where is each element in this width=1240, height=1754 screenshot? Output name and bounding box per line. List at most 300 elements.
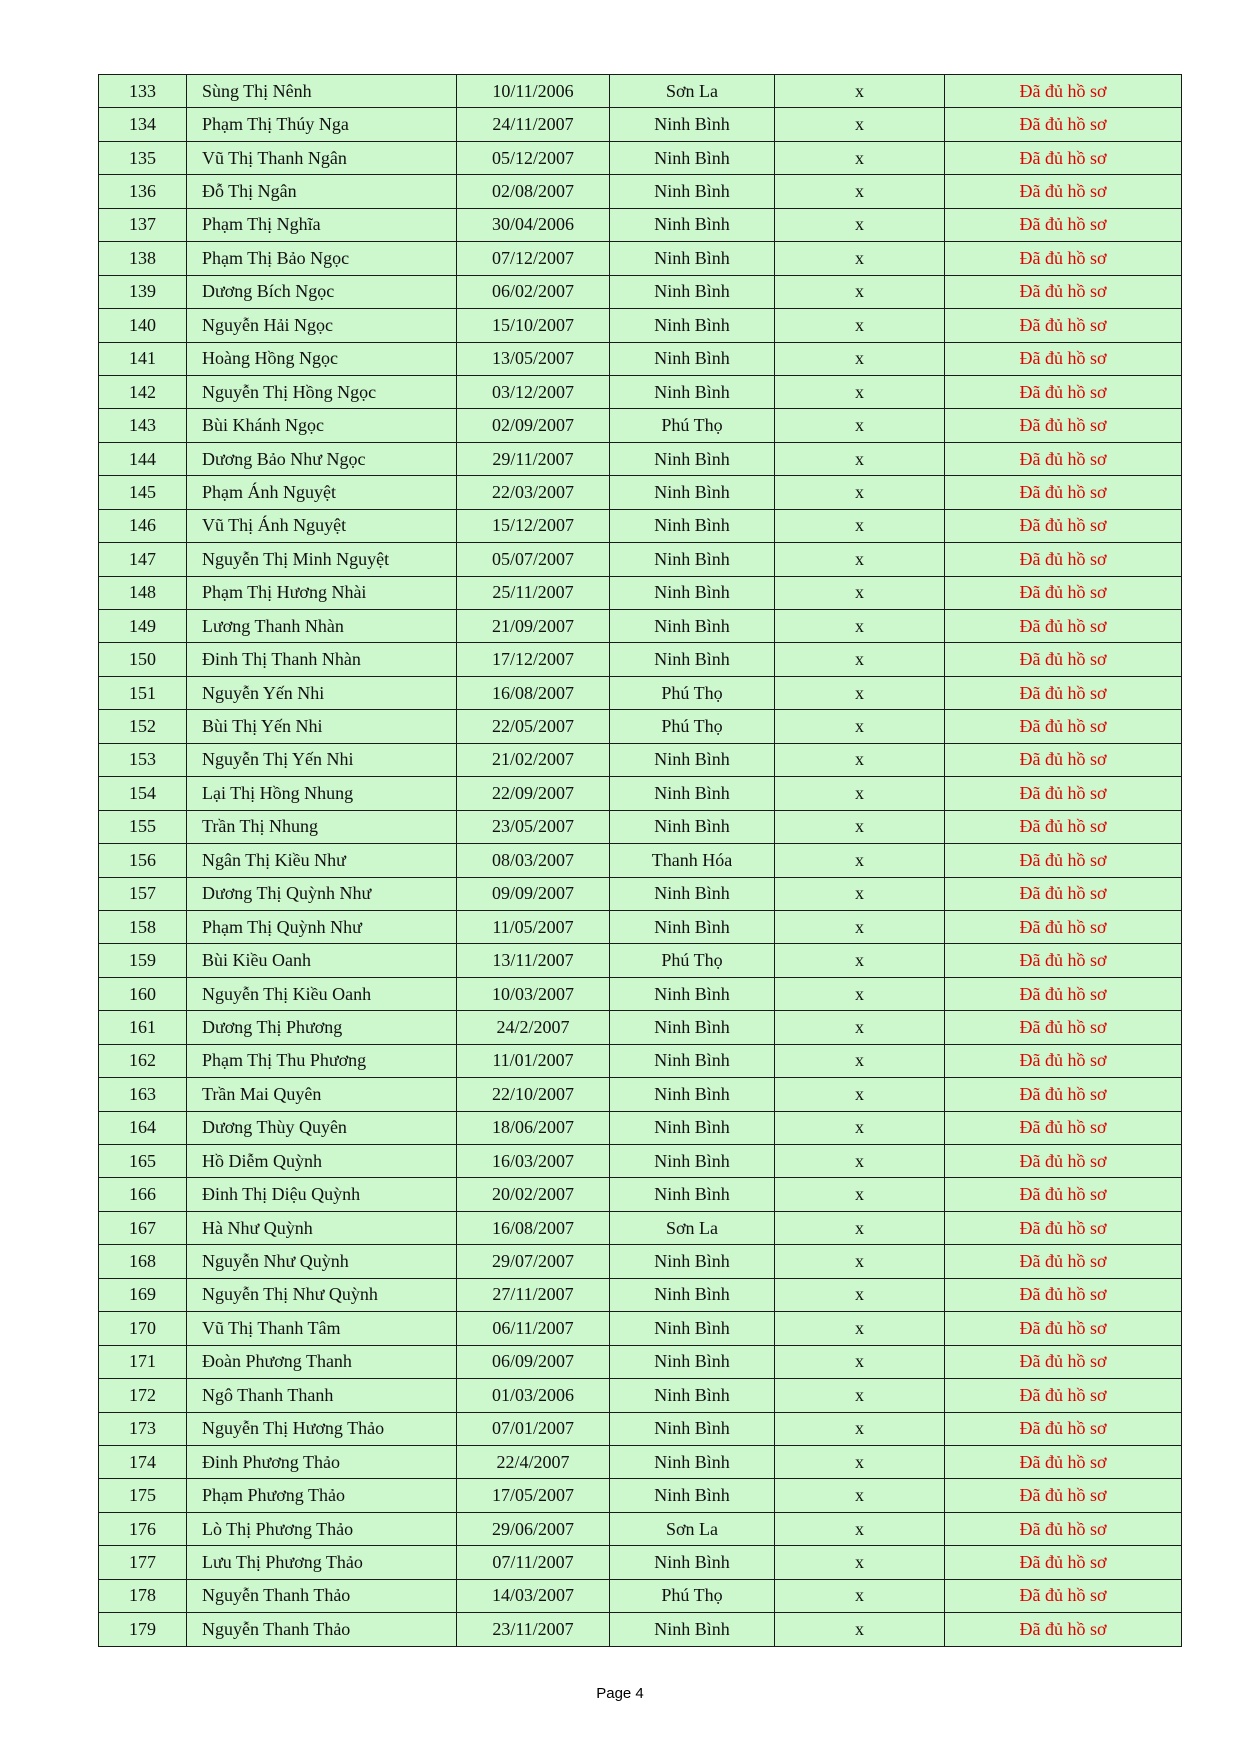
- full-name-cell: Nguyễn Thị Hồng Ngọc: [187, 375, 457, 408]
- full-name-cell: Dương Bảo Như Ngọc: [187, 442, 457, 475]
- row-number-cell: 164: [99, 1111, 187, 1144]
- status-cell: Đã đủ hồ sơ: [945, 1479, 1182, 1512]
- province-cell: Ninh Bình: [610, 643, 775, 676]
- status-cell: Đã đủ hồ sơ: [945, 1345, 1182, 1378]
- table-row: [99, 1345, 1182, 1378]
- birth-date-cell: 23/05/2007: [457, 810, 610, 843]
- status-cell: Đã đủ hồ sơ: [945, 375, 1182, 408]
- check-mark-cell: x: [775, 543, 945, 576]
- birth-date-cell: 16/08/2007: [457, 1211, 610, 1244]
- province-cell: Ninh Bình: [610, 1278, 775, 1311]
- province-cell: Ninh Bình: [610, 910, 775, 943]
- full-name-cell: Lò Thị Phương Thảo: [187, 1512, 457, 1545]
- birth-date-cell: 10/11/2006: [457, 75, 610, 108]
- table-row: [99, 610, 1182, 643]
- table-row: [99, 309, 1182, 342]
- check-mark-cell: x: [775, 208, 945, 241]
- table-row: [99, 75, 1182, 108]
- check-mark-cell: x: [775, 643, 945, 676]
- full-name-cell: Phạm Phương Thảo: [187, 1479, 457, 1512]
- province-cell: Ninh Bình: [610, 576, 775, 609]
- birth-date-cell: 15/12/2007: [457, 509, 610, 542]
- full-name-cell: Trần Mai Quyên: [187, 1078, 457, 1111]
- full-name-cell: Ngân Thị Kiều Như: [187, 844, 457, 877]
- status-cell: Đã đủ hồ sơ: [945, 1145, 1182, 1178]
- status-cell: Đã đủ hồ sơ: [945, 576, 1182, 609]
- row-number-cell: 149: [99, 610, 187, 643]
- birth-date-cell: 13/11/2007: [457, 944, 610, 977]
- check-mark-cell: x: [775, 1111, 945, 1144]
- full-name-cell: Hoàng Hồng Ngọc: [187, 342, 457, 375]
- full-name-cell: Vũ Thị Thanh Ngân: [187, 141, 457, 174]
- status-cell: Đã đủ hồ sơ: [945, 442, 1182, 475]
- province-cell: Ninh Bình: [610, 743, 775, 776]
- birth-date-cell: 29/07/2007: [457, 1245, 610, 1278]
- check-mark-cell: x: [775, 509, 945, 542]
- row-number-cell: 159: [99, 944, 187, 977]
- full-name-cell: Vũ Thị Thanh Tâm: [187, 1312, 457, 1345]
- table-row: [99, 1445, 1182, 1478]
- student-table-body: [99, 75, 1182, 1647]
- birth-date-cell: 03/12/2007: [457, 375, 610, 408]
- row-number-cell: 157: [99, 877, 187, 910]
- table-row: [99, 509, 1182, 542]
- table-row: [99, 1379, 1182, 1412]
- status-cell: Đã đủ hồ sơ: [945, 275, 1182, 308]
- birth-date-cell: 11/05/2007: [457, 910, 610, 943]
- row-number-cell: 161: [99, 1011, 187, 1044]
- full-name-cell: Dương Thùy Quyên: [187, 1111, 457, 1144]
- row-number-cell: 147: [99, 543, 187, 576]
- status-cell: Đã đủ hồ sơ: [945, 1512, 1182, 1545]
- page-number: Page 4: [596, 1685, 644, 1702]
- row-number-cell: 162: [99, 1044, 187, 1077]
- birth-date-cell: 22/10/2007: [457, 1078, 610, 1111]
- status-cell: Đã đủ hồ sơ: [945, 1111, 1182, 1144]
- full-name-cell: Sùng Thị Nênh: [187, 75, 457, 108]
- check-mark-cell: x: [775, 1445, 945, 1478]
- table-row: [99, 1412, 1182, 1445]
- table-row: [99, 1579, 1182, 1612]
- birth-date-cell: 17/05/2007: [457, 1479, 610, 1512]
- table-row: [99, 944, 1182, 977]
- check-mark-cell: x: [775, 75, 945, 108]
- full-name-cell: Vũ Thị Ánh Nguyệt: [187, 509, 457, 542]
- birth-date-cell: 08/03/2007: [457, 844, 610, 877]
- province-cell: Ninh Bình: [610, 877, 775, 910]
- status-cell: Đã đủ hồ sơ: [945, 1211, 1182, 1244]
- row-number-cell: 160: [99, 977, 187, 1010]
- province-cell: Ninh Bình: [610, 1445, 775, 1478]
- full-name-cell: Nguyễn Yến Nhi: [187, 676, 457, 709]
- province-cell: Ninh Bình: [610, 977, 775, 1010]
- province-cell: Thanh Hóa: [610, 844, 775, 877]
- full-name-cell: Bùi Kiều Oanh: [187, 944, 457, 977]
- status-cell: Đã đủ hồ sơ: [945, 877, 1182, 910]
- row-number-cell: 155: [99, 810, 187, 843]
- birth-date-cell: 06/11/2007: [457, 1312, 610, 1345]
- row-number-cell: 179: [99, 1613, 187, 1646]
- table-row: [99, 743, 1182, 776]
- table-row: [99, 141, 1182, 174]
- birth-date-cell: 23/11/2007: [457, 1613, 610, 1646]
- row-number-cell: 170: [99, 1312, 187, 1345]
- status-cell: Đã đủ hồ sơ: [945, 710, 1182, 743]
- row-number-cell: 146: [99, 509, 187, 542]
- status-cell: Đã đủ hồ sơ: [945, 676, 1182, 709]
- birth-date-cell: 01/03/2006: [457, 1379, 610, 1412]
- status-cell: Đã đủ hồ sơ: [945, 175, 1182, 208]
- table-row: [99, 576, 1182, 609]
- table-row: [99, 342, 1182, 375]
- province-cell: Ninh Bình: [610, 1312, 775, 1345]
- check-mark-cell: x: [775, 175, 945, 208]
- check-mark-cell: x: [775, 576, 945, 609]
- table-row: [99, 1312, 1182, 1345]
- province-cell: Ninh Bình: [610, 208, 775, 241]
- status-cell: Đã đủ hồ sơ: [945, 1379, 1182, 1412]
- row-number-cell: 172: [99, 1379, 187, 1412]
- row-number-cell: 133: [99, 75, 187, 108]
- birth-date-cell: 30/04/2006: [457, 208, 610, 241]
- province-cell: Ninh Bình: [610, 1245, 775, 1278]
- full-name-cell: Hồ Diễm Quỳnh: [187, 1145, 457, 1178]
- status-cell: Đã đủ hồ sơ: [945, 1245, 1182, 1278]
- province-cell: Sơn La: [610, 1512, 775, 1545]
- birth-date-cell: 20/02/2007: [457, 1178, 610, 1211]
- full-name-cell: Phạm Ánh Nguyệt: [187, 476, 457, 509]
- check-mark-cell: x: [775, 409, 945, 442]
- full-name-cell: Đỗ Thị Ngân: [187, 175, 457, 208]
- table-row: [99, 208, 1182, 241]
- status-cell: Đã đủ hồ sơ: [945, 810, 1182, 843]
- province-cell: Phú Thọ: [610, 944, 775, 977]
- row-number-cell: 143: [99, 409, 187, 442]
- birth-date-cell: 05/12/2007: [457, 141, 610, 174]
- row-number-cell: 165: [99, 1145, 187, 1178]
- full-name-cell: Dương Bích Ngọc: [187, 275, 457, 308]
- table-row: [99, 643, 1182, 676]
- birth-date-cell: 07/12/2007: [457, 242, 610, 275]
- birth-date-cell: 22/03/2007: [457, 476, 610, 509]
- status-cell: Đã đủ hồ sơ: [945, 1278, 1182, 1311]
- row-number-cell: 176: [99, 1512, 187, 1545]
- row-number-cell: 171: [99, 1345, 187, 1378]
- row-number-cell: 156: [99, 844, 187, 877]
- full-name-cell: Ngô Thanh Thanh: [187, 1379, 457, 1412]
- student-table: [98, 74, 1182, 1647]
- birth-date-cell: 16/08/2007: [457, 676, 610, 709]
- province-cell: Ninh Bình: [610, 1178, 775, 1211]
- birth-date-cell: 05/07/2007: [457, 543, 610, 576]
- province-cell: Ninh Bình: [610, 1011, 775, 1044]
- full-name-cell: Lưu Thị Phương Thảo: [187, 1546, 457, 1579]
- full-name-cell: Hà Như Quỳnh: [187, 1211, 457, 1244]
- birth-date-cell: 25/11/2007: [457, 576, 610, 609]
- full-name-cell: Nguyễn Thị Kiều Oanh: [187, 977, 457, 1010]
- row-number-cell: 174: [99, 1445, 187, 1478]
- status-cell: Đã đủ hồ sơ: [945, 844, 1182, 877]
- check-mark-cell: x: [775, 1613, 945, 1646]
- province-cell: Ninh Bình: [610, 309, 775, 342]
- birth-date-cell: 10/03/2007: [457, 977, 610, 1010]
- full-name-cell: Nguyễn Thị Như Quỳnh: [187, 1278, 457, 1311]
- birth-date-cell: 06/02/2007: [457, 275, 610, 308]
- row-number-cell: 169: [99, 1278, 187, 1311]
- check-mark-cell: x: [775, 1379, 945, 1412]
- check-mark-cell: x: [775, 275, 945, 308]
- check-mark-cell: x: [775, 1078, 945, 1111]
- check-mark-cell: x: [775, 342, 945, 375]
- province-cell: Ninh Bình: [610, 375, 775, 408]
- check-mark-cell: x: [775, 810, 945, 843]
- province-cell: Phú Thọ: [610, 676, 775, 709]
- province-cell: Ninh Bình: [610, 108, 775, 141]
- birth-date-cell: 24/11/2007: [457, 108, 610, 141]
- row-number-cell: 173: [99, 1412, 187, 1445]
- check-mark-cell: x: [775, 108, 945, 141]
- province-cell: Sơn La: [610, 1211, 775, 1244]
- table-row: [99, 844, 1182, 877]
- full-name-cell: Phạm Thị Hương Nhài: [187, 576, 457, 609]
- table-row: [99, 442, 1182, 475]
- check-mark-cell: x: [775, 1278, 945, 1311]
- row-number-cell: 175: [99, 1479, 187, 1512]
- full-name-cell: Phạm Thị Thu Phương: [187, 1044, 457, 1077]
- table-row: [99, 1211, 1182, 1244]
- table-row: [99, 543, 1182, 576]
- full-name-cell: Bùi Khánh Ngọc: [187, 409, 457, 442]
- table-row: [99, 1546, 1182, 1579]
- table-row: [99, 1178, 1182, 1211]
- check-mark-cell: x: [775, 610, 945, 643]
- row-number-cell: 138: [99, 242, 187, 275]
- table-row: [99, 242, 1182, 275]
- province-cell: Ninh Bình: [610, 610, 775, 643]
- province-cell: Ninh Bình: [610, 442, 775, 475]
- check-mark-cell: x: [775, 141, 945, 174]
- row-number-cell: 153: [99, 743, 187, 776]
- table-row: [99, 1044, 1182, 1077]
- province-cell: Ninh Bình: [610, 1479, 775, 1512]
- check-mark-cell: x: [775, 676, 945, 709]
- row-number-cell: 166: [99, 1178, 187, 1211]
- province-cell: Ninh Bình: [610, 543, 775, 576]
- full-name-cell: Phạm Thị Bảo Ngọc: [187, 242, 457, 275]
- birth-date-cell: 24/2/2007: [457, 1011, 610, 1044]
- province-cell: Ninh Bình: [610, 509, 775, 542]
- row-number-cell: 136: [99, 175, 187, 208]
- full-name-cell: Trần Thị Nhung: [187, 810, 457, 843]
- row-number-cell: 178: [99, 1579, 187, 1612]
- table-row: [99, 710, 1182, 743]
- full-name-cell: Dương Thị Phương: [187, 1011, 457, 1044]
- check-mark-cell: x: [775, 710, 945, 743]
- table-row: [99, 1479, 1182, 1512]
- status-cell: Đã đủ hồ sơ: [945, 509, 1182, 542]
- check-mark-cell: x: [775, 476, 945, 509]
- status-cell: Đã đủ hồ sơ: [945, 1546, 1182, 1579]
- table-row: [99, 175, 1182, 208]
- row-number-cell: 139: [99, 275, 187, 308]
- check-mark-cell: x: [775, 1579, 945, 1612]
- status-cell: Đã đủ hồ sơ: [945, 944, 1182, 977]
- row-number-cell: 151: [99, 676, 187, 709]
- full-name-cell: Phạm Thị Nghĩa: [187, 208, 457, 241]
- check-mark-cell: x: [775, 1145, 945, 1178]
- province-cell: Ninh Bình: [610, 777, 775, 810]
- province-cell: Ninh Bình: [610, 242, 775, 275]
- province-cell: Ninh Bình: [610, 810, 775, 843]
- full-name-cell: Nguyễn Thị Minh Nguyệt: [187, 543, 457, 576]
- status-cell: Đã đủ hồ sơ: [945, 643, 1182, 676]
- status-cell: Đã đủ hồ sơ: [945, 610, 1182, 643]
- status-cell: Đã đủ hồ sơ: [945, 141, 1182, 174]
- check-mark-cell: x: [775, 1312, 945, 1345]
- province-cell: Ninh Bình: [610, 1044, 775, 1077]
- birth-date-cell: 22/09/2007: [457, 777, 610, 810]
- province-cell: Ninh Bình: [610, 1145, 775, 1178]
- province-cell: Ninh Bình: [610, 1412, 775, 1445]
- status-cell: Đã đủ hồ sơ: [945, 208, 1182, 241]
- row-number-cell: 135: [99, 141, 187, 174]
- row-number-cell: 152: [99, 710, 187, 743]
- province-cell: Phú Thọ: [610, 1579, 775, 1612]
- table-row: [99, 108, 1182, 141]
- full-name-cell: Nguyễn Thanh Thảo: [187, 1579, 457, 1612]
- full-name-cell: Dương Thị Quỳnh Như: [187, 877, 457, 910]
- status-cell: Đã đủ hồ sơ: [945, 543, 1182, 576]
- status-cell: Đã đủ hồ sơ: [945, 1412, 1182, 1445]
- birth-date-cell: 15/10/2007: [457, 309, 610, 342]
- table-row: [99, 1011, 1182, 1044]
- province-cell: Ninh Bình: [610, 476, 775, 509]
- status-cell: Đã đủ hồ sơ: [945, 242, 1182, 275]
- check-mark-cell: x: [775, 777, 945, 810]
- status-cell: Đã đủ hồ sơ: [945, 1178, 1182, 1211]
- table-row: [99, 1278, 1182, 1311]
- row-number-cell: 140: [99, 309, 187, 342]
- birth-date-cell: 02/09/2007: [457, 409, 610, 442]
- birth-date-cell: 21/09/2007: [457, 610, 610, 643]
- birth-date-cell: 18/06/2007: [457, 1111, 610, 1144]
- check-mark-cell: x: [775, 944, 945, 977]
- row-number-cell: 134: [99, 108, 187, 141]
- birth-date-cell: 29/06/2007: [457, 1512, 610, 1545]
- status-cell: Đã đủ hồ sơ: [945, 1011, 1182, 1044]
- status-cell: Đã đủ hồ sơ: [945, 309, 1182, 342]
- status-cell: Đã đủ hồ sơ: [945, 409, 1182, 442]
- birth-date-cell: 27/11/2007: [457, 1278, 610, 1311]
- row-number-cell: 163: [99, 1078, 187, 1111]
- check-mark-cell: x: [775, 1178, 945, 1211]
- table-row: [99, 409, 1182, 442]
- full-name-cell: Đinh Phương Thảo: [187, 1445, 457, 1478]
- check-mark-cell: x: [775, 977, 945, 1010]
- province-cell: Ninh Bình: [610, 1111, 775, 1144]
- province-cell: Ninh Bình: [610, 1613, 775, 1646]
- table-row: [99, 910, 1182, 943]
- status-cell: Đã đủ hồ sơ: [945, 1078, 1182, 1111]
- full-name-cell: Nguyễn Thị Hương Thảo: [187, 1412, 457, 1445]
- birth-date-cell: 29/11/2007: [457, 442, 610, 475]
- row-number-cell: 154: [99, 777, 187, 810]
- table-row: [99, 476, 1182, 509]
- full-name-cell: Bùi Thị Yến Nhi: [187, 710, 457, 743]
- province-cell: Ninh Bình: [610, 1546, 775, 1579]
- full-name-cell: Đinh Thị Diệu Quỳnh: [187, 1178, 457, 1211]
- row-number-cell: 150: [99, 643, 187, 676]
- table-row: [99, 1245, 1182, 1278]
- province-cell: Ninh Bình: [610, 342, 775, 375]
- row-number-cell: 145: [99, 476, 187, 509]
- check-mark-cell: x: [775, 1245, 945, 1278]
- check-mark-cell: x: [775, 844, 945, 877]
- birth-date-cell: 09/09/2007: [457, 877, 610, 910]
- row-number-cell: 144: [99, 442, 187, 475]
- status-cell: Đã đủ hồ sơ: [945, 977, 1182, 1010]
- row-number-cell: 148: [99, 576, 187, 609]
- status-cell: Đã đủ hồ sơ: [945, 342, 1182, 375]
- status-cell: Đã đủ hồ sơ: [945, 1044, 1182, 1077]
- status-cell: Đã đủ hồ sơ: [945, 75, 1182, 108]
- table-row: [99, 810, 1182, 843]
- status-cell: Đã đủ hồ sơ: [945, 1579, 1182, 1612]
- full-name-cell: Lại Thị Hồng Nhung: [187, 777, 457, 810]
- check-mark-cell: x: [775, 910, 945, 943]
- check-mark-cell: x: [775, 309, 945, 342]
- birth-date-cell: 22/05/2007: [457, 710, 610, 743]
- check-mark-cell: x: [775, 375, 945, 408]
- row-number-cell: 142: [99, 375, 187, 408]
- birth-date-cell: 17/12/2007: [457, 643, 610, 676]
- check-mark-cell: x: [775, 1412, 945, 1445]
- row-number-cell: 137: [99, 208, 187, 241]
- full-name-cell: Nguyễn Thanh Thảo: [187, 1613, 457, 1646]
- table-row: [99, 777, 1182, 810]
- birth-date-cell: 07/11/2007: [457, 1546, 610, 1579]
- row-number-cell: 141: [99, 342, 187, 375]
- table-row: [99, 1111, 1182, 1144]
- full-name-cell: Đoàn Phương Thanh: [187, 1345, 457, 1378]
- check-mark-cell: x: [775, 877, 945, 910]
- full-name-cell: Phạm Thị Thúy Nga: [187, 108, 457, 141]
- check-mark-cell: x: [775, 242, 945, 275]
- check-mark-cell: x: [775, 442, 945, 475]
- province-cell: Ninh Bình: [610, 275, 775, 308]
- table-row: [99, 877, 1182, 910]
- full-name-cell: Lương Thanh Nhàn: [187, 610, 457, 643]
- birth-date-cell: 07/01/2007: [457, 1412, 610, 1445]
- check-mark-cell: x: [775, 1479, 945, 1512]
- table-row: [99, 676, 1182, 709]
- birth-date-cell: 22/4/2007: [457, 1445, 610, 1478]
- status-cell: Đã đủ hồ sơ: [945, 777, 1182, 810]
- check-mark-cell: x: [775, 1512, 945, 1545]
- table-row: [99, 1512, 1182, 1545]
- status-cell: Đã đủ hồ sơ: [945, 743, 1182, 776]
- table-row: [99, 977, 1182, 1010]
- check-mark-cell: x: [775, 1345, 945, 1378]
- province-cell: Phú Thọ: [610, 409, 775, 442]
- status-cell: Đã đủ hồ sơ: [945, 910, 1182, 943]
- full-name-cell: Nguyễn Hải Ngọc: [187, 309, 457, 342]
- province-cell: Ninh Bình: [610, 1379, 775, 1412]
- status-cell: Đã đủ hồ sơ: [945, 1445, 1182, 1478]
- birth-date-cell: 11/01/2007: [457, 1044, 610, 1077]
- table-row: [99, 1145, 1182, 1178]
- check-mark-cell: x: [775, 1044, 945, 1077]
